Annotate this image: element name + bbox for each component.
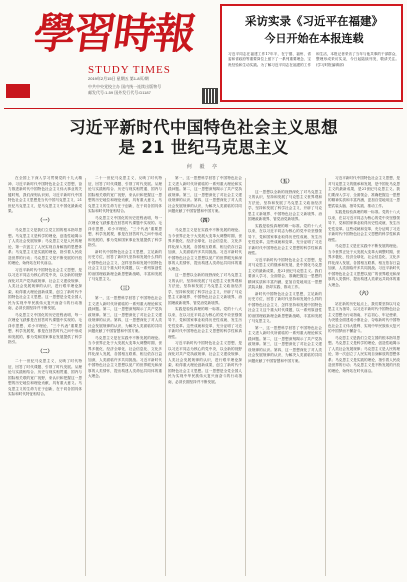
announcement-body: 习近平同志在福建工作17年半，在宁德、福州、省委和省政府等重要岗位上留下了一系列重要理念、宝贵经验和生动实践。为了解习近平同志在福建的工作和生活，本报记者采访了当年与他共事的干部群众，整理形成采访实录，今日起陆续刊发，敬请关注。(学习时报编辑部): [228, 52, 399, 67]
announcement-headline-1: 采访实录《习近平在福建》: [245, 14, 383, 28]
paragraph: 马克思主义中国化的历史进程表明，每一次理论飞跃都是在回答时代课题中实现的。毛泽东思想、邓小平理论、“三个代表”重要思想、科学发展观，都是在回答时代之问中形成和发展的，都为党和国家事业发展提供了科学指引。: [88, 215, 162, 247]
headline-line-2: 是 21 世纪马克思主义: [118, 138, 289, 157]
column-divider: [245, 178, 246, 576]
paragraph: 这一思想以全新的视野深化了对马克思主义的认识，坚持和发展了马克思主义世界观和方法论，坚持和发展了马克思主义政治经济学，坚持和发展了科学社会主义，开辟了马克思主义新境界、中国特色社会主义新境界、治国理政新境界、管党治党新境界。: [248, 189, 322, 221]
qr-code-icon: [202, 88, 218, 104]
section-heading: （三）: [117, 285, 133, 292]
article-column-5: [328, 176, 400, 576]
paragraph: 站在新的历史起点上，我们要坚持以马克思主义为指导，以习近平新时代中国特色社会主义思想为行动指南，不忘初心、牢记使命，为决胜全面建成小康社会、夺取新时代中国特色社会主义伟大胜利、实现中华民族伟大复兴的中国梦而不懈奋斗。: [328, 301, 400, 333]
paragraph: 马克思主义是我们立党立国的根本指导思想。马克思主义是科学的理论，创造性地揭示了人类社会发展规律；马克思主义是人民的理论，第一次创立了人民实现自身解放的思想体系；马克思主义是实践的理论，指引着人民改造世界的行动；马克思主义是不断发展的开放的理论，始终站在时代前沿。: [8, 228, 82, 265]
paragraph: 习近平新时代中国特色社会主义思想，是以习近平同志为核心的党中央，以全新的视野深化对共产党执政规律、社会主义建设规律、人类社会发展规律的认识，进行艰辛理论探索，取得重大理论创新成果，创立了新时代中国特色社会主义思想。这一思想是全党全国人民为实现中华民族伟大复兴而奋斗的行动指南，必须长期坚持并不断发展。: [8, 267, 82, 310]
paragraph: 第一，这一思想科学回答了中国特色社会主义进入新时代所面临的一系列重大理论和实践问题。第二，这一思想深刻揭示了共产党执政规律。第三，这一思想深化了对社会主义建设规律的认识。第四，这一思想深化了对人类社会发展规律的认识，为解决人类面临的共同问题贡献了中国智慧和中国方案。: [168, 176, 242, 213]
paragraph: 实践是检验真理的唯一标准。党的十八大以来，在以习近平同志为核心的党中央坚强领导下，党和国家事业取得历史性成就、发生历史性变革。这些成就和变革，充分证明了习近平新时代中国特色社会主义思想的科学性和真理性。: [168, 307, 242, 339]
announcement-box: [220, 4, 403, 102]
column-divider: [325, 178, 326, 576]
paragraph: 实践是检验真理的唯一标准。党的十八大以来，在以习近平同志为核心的党中央坚强领导下，党和国家事业取得历史性成就、发生历史性变革。这些成就和变革，充分证明了习近平新时代中国特色社会主义思想的科学性和真理性。: [328, 210, 400, 242]
byline: 何 毅 亭: [186, 164, 221, 170]
paragraph: 第一，这一思想科学回答了中国特色社会主义进入新时代所面临的一系列重大理论和实践问题。第二，这一思想深刻揭示了共产党执政规律。第三，这一思想深化了对社会主义建设规律的认识。第四，这一思想深化了对人类社会发展规律的认识，为解决人类面临的共同问题贡献了中国智慧和中国方案。: [88, 296, 162, 333]
masthead: [4, 4, 214, 104]
paragraph: 新时代中国特色社会主义思想，立足新的历史方位，回答了新时代坚持和发展什么样的中国特色社会主义、怎样坚持和发展中国特色社会主义这个重大时代课题，以一系列原创性的治国理政新理念新思想新战略，丰富和发展了马克思主义。: [248, 291, 322, 323]
paragraph: 二十一世纪马克思主义，反映了时代特征、回答了时代课题、引领了时代发展。从理论与实践相结合、历史与现实相贯通、国内与国际相关联的宽广视野，来认识和把握这一思想的历史地位和理论贡献，具有重大意义。马克思主义的生命力在于创新，在于同各国具体实际和时代特征相结合。: [8, 359, 82, 396]
article-column-1: [8, 176, 82, 576]
masthead-red-bar: [6, 84, 30, 98]
page-headline: [10, 118, 397, 158]
masthead-publisher-info: [88, 84, 198, 96]
article-column-4: [248, 176, 322, 576]
paragraph: 马克思主义是在实践中不断发展的理论。当今世界正处于大发展大变革大调整时期，世界多极化、经济全球化、社会信息化、文化多样化深入发展，各国相互联系、相互依存日益加深，人类面临许多共同挑战。习近平新时代中国特色社会主义思想以宽广的世界眼光和深厚的人类情怀，提出构建人类命运共同体的重大理念。: [168, 228, 242, 271]
masthead-title: 學習時報: [30, 9, 198, 58]
paragraph: 习近平新时代中国特色社会主义思想，是对马克思主义的继承和发展，是中国化马克思主义的最新成果，是21世纪马克思主义。我们要深入学习、全面领会、准确把握这一思想的精神实质和丰富内涵，更加自觉地用这一思想武装头脑、指导实践、推动工作。: [248, 257, 322, 289]
column-divider: [85, 178, 86, 576]
section-heading: （五）: [277, 179, 293, 185]
article-column-3: [168, 176, 242, 576]
column-divider: [165, 178, 166, 576]
masthead-date: 2019年2月15日 星期五 第1-8页/期: [88, 76, 149, 81]
paragraph: 马克思主义中国化的历史进程表明，每一次理论飞跃都是在回答时代课题中实现的。毛泽东思想、邓小平理论、“三个代表”重要思想、科学发展观，都是在回答时代之问中形成和发展的，都为党和国家事业发展提供了科学指引。: [8, 312, 82, 344]
article-column-2: [88, 176, 162, 576]
paragraph: 第一，这一思想科学回答了中国特色社会主义进入新时代所面临的一系列重大理论和实践问题。第二，这一思想深刻揭示了共产党执政规律。第三，这一思想深化了对社会主义建设规律的认识。第四，这一思想深化了对人类社会发展规律的认识，为解决人类面临的共同问题贡献了中国智慧和中国方案。: [248, 325, 322, 363]
paragraph: 二十一世纪马克思主义，反映了时代特征、回答了时代课题、引领了时代发展。从理论与实践相结合、历史与现实相贯通、国内与国际相关联的宽广视野，来认识和把握这一思想的历史地位和理论贡献，具有重大意义。马克思主义的生命力在于创新，在于同各国具体实际和时代特征相结合。: [88, 176, 162, 213]
paragraph: 马克思主义是在实践中不断发展的理论。当今世界正处于大发展大变革大调整时期，世界多极化、经济全球化、社会信息化、文化多样化深入发展，各国相互联系、相互依存日益加深，人类面临许多共同挑战。习近平新时代中国特色社会主义思想以宽广的世界眼光和深厚的人类情怀，提出构建人类命运共同体的重大理念。: [88, 335, 162, 378]
paragraph: 马克思主义是我们立党立国的根本指导思想。马克思主义是科学的理论，创造性地揭示了人类社会发展规律；马克思主义是人民的理论，第一次创立了人民实现自身解放的思想体系；马克思主义是实践的理论，指引着人民改造世界的行动；马克思主义是不断发展的开放的理论，始终站在时代前沿。: [328, 335, 400, 373]
paragraph: 这一思想以全新的视野深化了对马克思主义的认识，坚持和发展了马克思主义世界观和方法论，坚持和发展了马克思主义政治经济学，坚持和发展了科学社会主义，开辟了马克思主义新境界、中国特色社会主义新境界、治国理政新境界、管党治党新境界。: [168, 273, 242, 305]
section-heading: （六）: [356, 291, 372, 297]
masthead-info-line-2: 邮发代号:1-59 国外发行代号:D1187: [88, 90, 151, 95]
paragraph: 实践是检验真理的唯一标准。党的十八大以来，在以习近平同志为核心的党中央坚强领导下，党和国家事业取得历史性成就、发生历史性变革。这些成就和变革，充分证明了习近平新时代中国特色社会主义思想的科学性和真理性。: [248, 223, 322, 255]
paragraph: 马克思主义是在实践中不断发展的理论。当今世界正处于大发展大变革大调整时期，世界多极化、经济全球化、社会信息化、文化多样化深入发展，各国相互联系、相互依存日益加深，人类面临许多共同挑战。习近平新时代中国特色社会主义思想以宽广的世界眼光和深厚的人类情怀，提出构建人类命运共同体的重大理念。: [328, 244, 400, 287]
section-heading: （四）: [197, 217, 213, 224]
section-heading: （一）: [37, 217, 53, 224]
masthead-info-line-1: 中共中央党校主办 国内统一连续出版物号: [88, 84, 162, 89]
masthead-english-title: STUDY TIMES: [88, 64, 171, 76]
paragraph: 新时代中国特色社会主义思想，立足新的历史方位，回答了新时代坚持和发展什么样的中国特色社会主义、怎样坚持和发展中国特色社会主义这个重大时代课题，以一系列原创性的治国理政新理念新思想新战略，丰富和发展了马克思主义。: [88, 249, 162, 281]
paragraph: 习近平新时代中国特色社会主义思想，是以习近平同志为核心的党中央，以全新的视野深化对共产党执政规律、社会主义建设规律、人类社会发展规律的认识，进行艰辛理论探索，取得重大理论创新成果，创立了新时代中国特色社会主义思想。这一思想是全党全国人民为实现中华民族伟大复兴而奋斗的行动指南，必须长期坚持并不断发展。: [168, 341, 242, 384]
paragraph: 在全国上下深入学习贯彻党的十九大精神、习近平新时代中国特色社会主义思想，奋力推进新时代中国特色社会主义伟大事业的关键时刻，我们深刻认识到，习近平新时代中国特色社会主义思想是当代中国马克思主义、21世纪马克思主义，是马克思主义中国化最新成果。: [8, 176, 82, 213]
section-heading: （二）: [37, 348, 53, 355]
masthead-divider: [4, 108, 403, 109]
paragraph: 习近平新时代中国特色社会主义思想，是对马克思主义的继承和发展，是中国化马克思主义的最新成果，是21世纪马克思主义。我们要深入学习、全面领会、准确把握这一思想的精神实质和丰富内涵，更加自觉地用这一思想武装头脑、指导实践、推动工作。: [328, 176, 400, 208]
announcement-headline-2: 今日开始在本报连载: [264, 32, 364, 45]
headline-line-1: 习近平新时代中国特色社会主义思想: [69, 118, 338, 137]
